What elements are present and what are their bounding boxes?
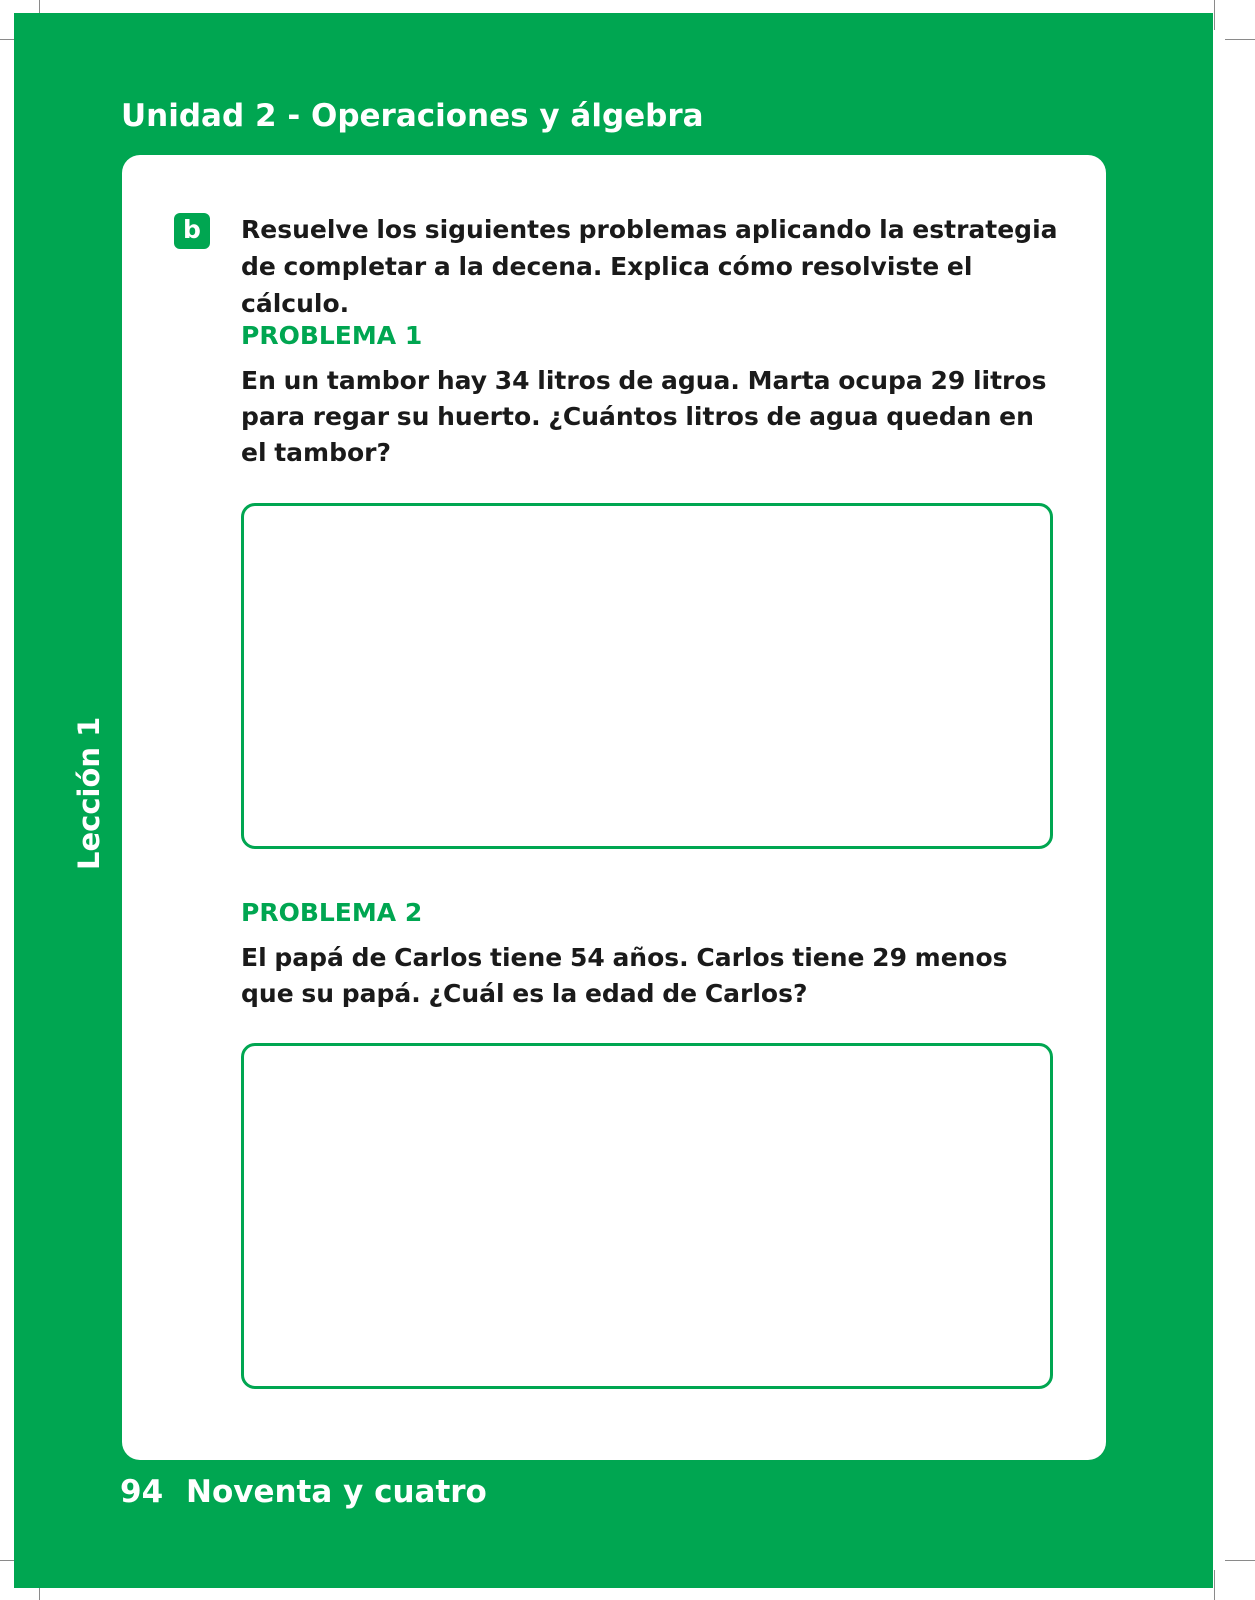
crop-mark — [1214, 0, 1215, 30]
activity-badge: b — [174, 213, 210, 249]
activity-instruction: Resuelve los siguientes problemas aplicando la estrategia de completar a la decena. Explica cómo resolviste el cálculo. — [241, 215, 1058, 318]
problem-1-answer-box[interactable] — [241, 503, 1053, 849]
problem-1-text: En un tambor hay 34 litros de agua. Marta ocupa 29 litros para regar su huerto. ¿Cuántos litros de agua quedan en el tambor? — [241, 366, 1047, 467]
page-number: 94 — [120, 1474, 164, 1510]
crop-mark — [1214, 1570, 1215, 1600]
problem-2-heading: PROBLEMA 2 — [241, 898, 423, 927]
problem-2-answer-box[interactable] — [241, 1043, 1053, 1389]
page-number-words: Noventa y cuatro — [186, 1474, 487, 1510]
problem-2-text: El papá de Carlos tiene 54 años. Carlos tiene 29 menos que su papá. ¿Cuál es la edad de Carlos? — [241, 943, 1008, 1008]
unit-title: Unidad 2 - Operaciones y álgebra — [121, 98, 704, 134]
lesson-side-label: Lección 1 — [72, 716, 106, 870]
problem-1-heading: PROBLEMA 1 — [241, 321, 423, 350]
crop-mark — [1225, 1560, 1255, 1561]
crop-mark — [1225, 39, 1255, 40]
